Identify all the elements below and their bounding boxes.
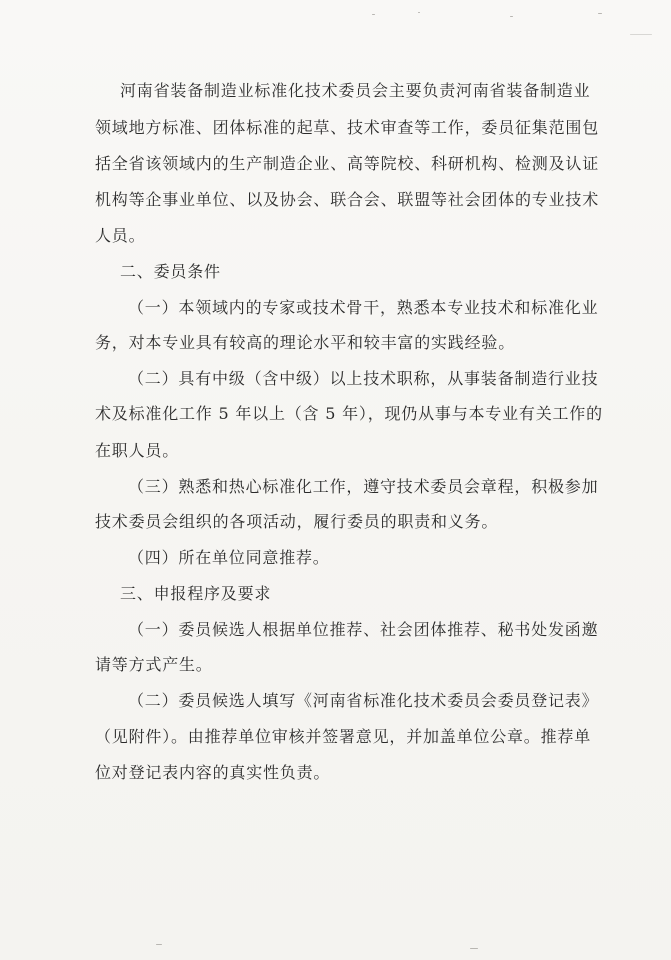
body-paragraph-line: （四）所在单位同意推荐。 — [128, 548, 330, 567]
body-paragraph-line: （二）具有中级（含中级）以上技术职称，从事装备制造行业技 — [128, 369, 599, 388]
body-paragraph-line: 术及标准化工作 5 年以上（含 5 年），现仍从事与本专业有关工作的 — [95, 404, 603, 423]
scan-speck — [630, 34, 652, 35]
body-paragraph-line: （见附件）。由推荐单位审核并签署意见，并加盖单位公章。推荐单 — [95, 727, 592, 746]
body-paragraph-line: （二）委员候选人填写《河南省标准化技术委员会委员登记表》 — [128, 691, 599, 710]
body-paragraph-line: 请等方式产生。 — [95, 655, 213, 674]
body-paragraph-line: 河南省装备制造业标准化技术委员会主要负责河南省装备制造业 — [120, 81, 591, 100]
section-heading: 三、申报程序及要求 — [120, 584, 272, 603]
scan-speck — [470, 948, 478, 949]
body-paragraph-line: 括全省该领域内的生产制造企业、高等院校、科研机构、检测及认证 — [95, 154, 600, 173]
body-paragraph-line: （一）本领域内的专家或技术骨干，熟悉本专业技术和标准化业 — [128, 298, 599, 317]
scan-speck — [156, 944, 162, 945]
body-paragraph-line: 在职人员。 — [95, 441, 180, 460]
body-paragraph-line: 人员。 — [95, 226, 146, 245]
scan-speck — [598, 13, 602, 14]
body-paragraph-line: （一）委员候选人根据单位推荐、社会团体推荐、秘书处发函邀 — [128, 620, 599, 639]
body-paragraph-line: 务，对本专业具有较高的理论水平和较丰富的实践经验。 — [95, 333, 516, 352]
scan-speck — [372, 14, 375, 15]
body-paragraph-line: 技术委员会组织的各项活动，履行委员的职责和义务。 — [95, 512, 499, 531]
body-paragraph-line: 机构等企事业单位、以及协会、联合会、联盟等社会团体的专业技术 — [95, 190, 600, 209]
body-paragraph-line: （三）熟悉和热心标准化工作，遵守技术委员会章程，积极参加 — [128, 477, 599, 496]
body-paragraph-line: 领域地方标准、团体标准的起草、技术审查等工作，委员征集范围包 — [95, 118, 600, 137]
scan-speck — [510, 16, 513, 17]
body-paragraph-line: 位对登记表内容的真实性负责。 — [95, 763, 331, 782]
scan-speck — [418, 12, 420, 13]
section-heading: 二、委员条件 — [120, 262, 221, 281]
